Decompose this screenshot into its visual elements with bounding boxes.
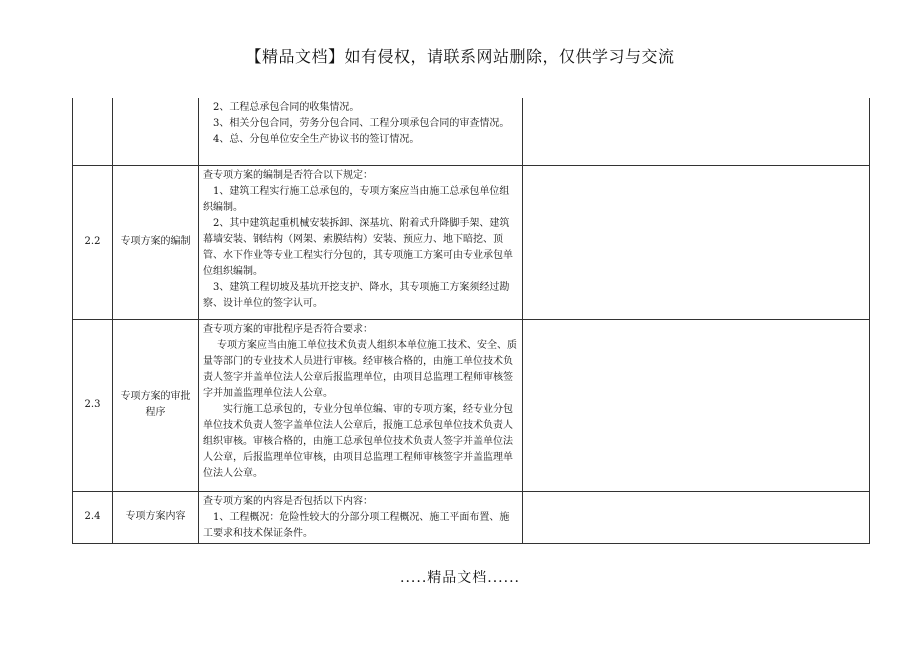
table-row [73, 165, 870, 319]
row-content [199, 491, 523, 543]
inspection-table [72, 98, 870, 544]
row-note [523, 491, 870, 543]
content-line: 查专项方案的内容是否包括以下内容： [203, 495, 373, 507]
row-number: 2.2 [73, 165, 113, 319]
row-note [523, 165, 870, 319]
content-line: 2、工程总承包合同的收集情况。 [213, 102, 360, 113]
content-line: 1、工程概况：危险性较大的分部分项工程概况、施工平面布置、施工要求和技术保证条件。 [203, 511, 510, 539]
row-content [199, 319, 523, 491]
row-item-name: 专项方案的编制 [113, 165, 199, 319]
row-item-name: 专项方案内容 [113, 491, 199, 543]
row-item-name: 专项方案的审批程序 [113, 319, 199, 491]
content-line: 4、总、分包单位安全生产协议书的签订情况。 [213, 134, 420, 145]
row-content [199, 165, 523, 319]
content-line: 3、相关分包合同，劳务分包合同、工程分项承包合同的审查情况。 [213, 118, 510, 129]
content-line: 查专项方案的编制是否符合以下规定： [203, 169, 373, 181]
content-line: 专项方案应当由施工单位技术负责人组织本单位施工技术、安全、质量等部门的专业技术人员进行审核。经审核合格的，由施工单位技术负责人签字并盖单位法人公章后报监理单位，由项目总监理工程师审核签字并加盖监理单位法人公章。 [203, 339, 517, 399]
content-line: 1、建筑工程实行施工总承包的，专项方案应当由施工总承包单位组织编制。 [203, 185, 510, 213]
row-content [199, 98, 523, 165]
row-number: 2.3 [73, 319, 113, 491]
page-header: 【精品文档】如有侵权，请联系网站删除，仅供学习与交流 [245, 47, 675, 66]
row-note [523, 319, 870, 491]
page-footer: .....精品文档...... [400, 570, 520, 586]
content-line: 2、其中建筑起重机械安装拆卸、深基坑、附着式升降脚手架、建筑幕墙安装、钢结构（网架、索膜结构）安装、预应力、地下暗挖、顶管、水下作业等专业工程实行分包的，其专项施工方案可由专业承包单位组织编制。 [203, 217, 513, 277]
content-line: 实行施工总承包的，专业分包单位编、审的专项方案，经专业分包单位技术负责人签字盖单位法人公章后，报施工总承包单位技术负责人组织审核。审核合格的，由施工总承包单位技术负责人签字并盖单位法人公章，后报监理单位审核，由项目总监理工程师审核签字并盖监理单位法人公章。 [203, 403, 513, 479]
row-note [523, 98, 870, 165]
row-item-name [113, 98, 199, 165]
table-row [73, 98, 870, 165]
row-number [73, 98, 113, 165]
table-row [73, 319, 870, 491]
row-number: 2.4 [73, 491, 113, 543]
content-line: 3、建筑工程切坡及基坑开挖支护、降水，其专项施工方案须经过勘察、设计单位的签字认可。 [203, 281, 510, 309]
table-row [73, 491, 870, 543]
content-line: 查专项方案的审批程序是否符合要求： [203, 323, 373, 335]
